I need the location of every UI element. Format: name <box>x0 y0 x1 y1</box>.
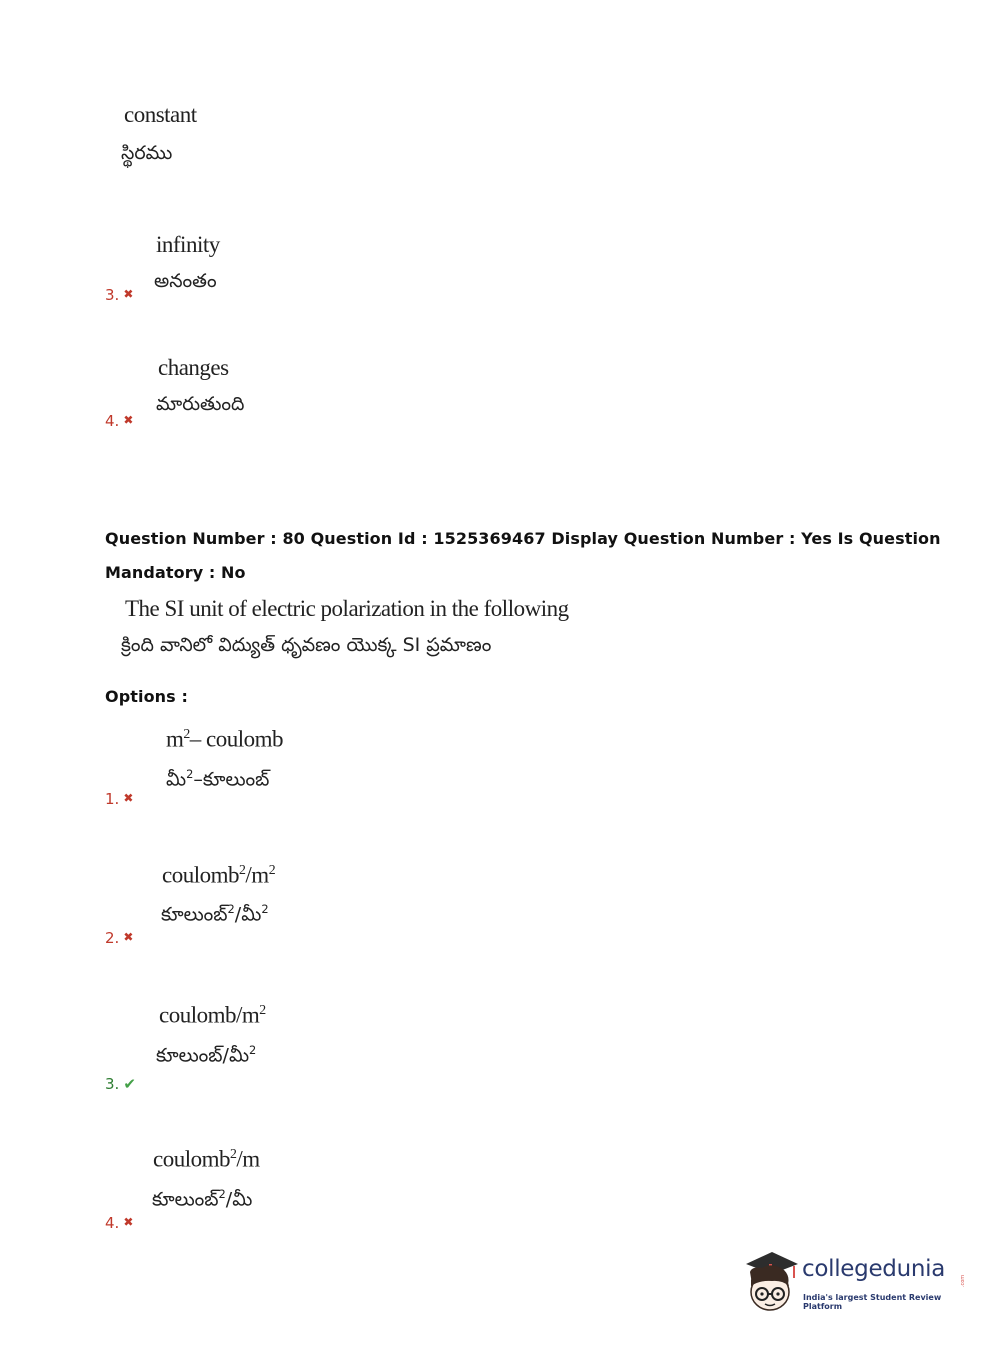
option2-te: కూలుంబ్$^2$/మీ$^2$ <box>161 902 269 926</box>
prev-option4-en: changes <box>158 355 229 380</box>
prev-option3-te: అనంతం <box>154 270 217 292</box>
prev-option2-en: constant <box>124 102 197 127</box>
option4-number: 4. ✖ <box>105 1214 134 1232</box>
option1-en: $m^2-$ coulomb <box>166 726 284 752</box>
option3-te: కూలుంబ్/మీ$^2$ <box>156 1043 257 1067</box>
brand-tagline: India's largest Student Review Platform <box>803 1293 942 1311</box>
question-meta-line1: Question Number : 80 Question Id : 1525369467 Display Question Number : Yes Is Question <box>105 529 941 548</box>
question-meta-line2: Mandatory : No <box>105 563 246 582</box>
options-label: Options : <box>105 687 188 706</box>
prev-option4-te: మారుతుంది <box>156 393 245 415</box>
cross-icon: ✖ <box>123 413 134 427</box>
option4-te: కూలుంబ్$^2$/మీ <box>152 1187 253 1211</box>
cross-icon: ✖ <box>123 287 134 301</box>
mascot-icon <box>742 1250 800 1314</box>
prev-option3-en: infinity <box>156 232 220 257</box>
cross-icon: ✖ <box>123 791 134 805</box>
question-text-en: The SI unit of electric polarization in the following <box>125 596 569 621</box>
brand-suffix: .com <box>960 1274 967 1288</box>
cross-icon: ✖ <box>123 1215 134 1229</box>
option1-te: మీ$^2$–కూలుంబ్ <box>166 767 270 791</box>
prev-option2-te: స్థిరము <box>121 142 173 164</box>
cross-icon: ✖ <box>123 930 134 944</box>
brand-name: collegedunia <box>802 1256 946 1282</box>
option1-number: 1. ✖ <box>105 790 134 808</box>
option2-number: 2. ✖ <box>105 929 134 947</box>
option3-en: coulomb/$m^2$ <box>159 1002 266 1028</box>
option3-number: 3. ✔ <box>105 1075 136 1093</box>
question-text-te: క్రింది వానిలో విద్యుత్ ధృవణం యొక్క SI ప్రమాణం <box>121 634 492 656</box>
check-icon: ✔ <box>123 1075 136 1093</box>
prev-option3-number: 3. ✖ <box>105 286 134 304</box>
collegedunia-logo <box>742 1248 972 1318</box>
option4-en: coulomb$^2$/m <box>153 1146 260 1172</box>
option2-en: $coulomb^2/m^2$ <box>162 862 276 888</box>
prev-option4-number: 4. ✖ <box>105 412 134 430</box>
